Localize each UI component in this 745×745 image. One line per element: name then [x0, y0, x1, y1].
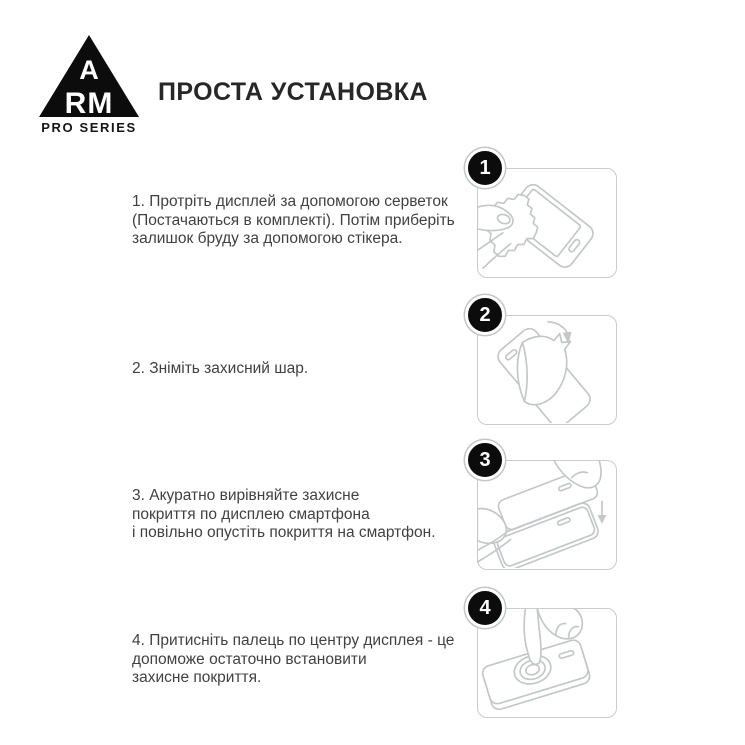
arrowhead-icon [598, 515, 607, 524]
align-protector-illustration [477, 460, 615, 568]
phone-drawing [492, 501, 601, 568]
step-text-line: захисне покриття. [132, 669, 262, 687]
logo-subtitle: PRO SERIES [41, 120, 137, 135]
arm-logo [38, 34, 140, 135]
step-text-line: 3. Акуратно вирівняйте захисне [132, 487, 360, 504]
page-title: ПРОСТА УСТАНОВКА [158, 78, 428, 106]
step-4-text [132, 632, 482, 688]
step-2-illustration [464, 295, 624, 431]
step-4-illustration [464, 588, 624, 724]
step-badge-number: 1 [479, 156, 491, 179]
step-text-line: допоможе остаточно встановити [132, 650, 367, 668]
step-1-frame [477, 168, 617, 278]
step-badge-number: 4 [479, 596, 491, 619]
step-4-frame [477, 608, 617, 718]
logo-triangle-icon [38, 34, 140, 118]
step-text-line: (Постачаються в комплекті). Потім приберіть [132, 211, 455, 229]
fist-drawing [537, 608, 582, 639]
step-text-line: і повільно опустіть покриття на смартфон. [132, 524, 436, 542]
left-hand-drawing [477, 509, 506, 544]
step-2-badge [465, 295, 505, 335]
peel-layer-illustration [477, 315, 615, 423]
step-1-badge [465, 148, 505, 188]
logo-letters-rm: RM [64, 87, 114, 118]
step-3-badge [465, 440, 505, 480]
step-3-illustration [464, 440, 624, 576]
step-2-frame [477, 315, 617, 425]
step-text-line: 4. Притисніть палець по центру дисплея - це [132, 632, 455, 649]
press-center-illustration [477, 608, 615, 716]
step-text-line: покриття по дисплею смартфона [132, 505, 370, 523]
step-text-line: залишок бруду за допомогою стікера. [132, 230, 403, 248]
wipe-screen-illustration [477, 168, 615, 276]
step-3-frame [477, 460, 617, 570]
step-2-text [132, 360, 482, 379]
step-badge-number: 2 [479, 303, 491, 326]
step-4-badge [465, 588, 505, 628]
step-text-line: 2. Зніміть захисний шар. [132, 360, 309, 377]
step-3-text [132, 487, 482, 543]
logo-letter-a: A [79, 55, 99, 85]
step-1-text [132, 193, 482, 249]
step-1-illustration [464, 148, 624, 284]
step-badge-number: 3 [479, 448, 491, 471]
step-text-line: 1. Протріть дисплей за допомогою серветок [132, 193, 448, 210]
